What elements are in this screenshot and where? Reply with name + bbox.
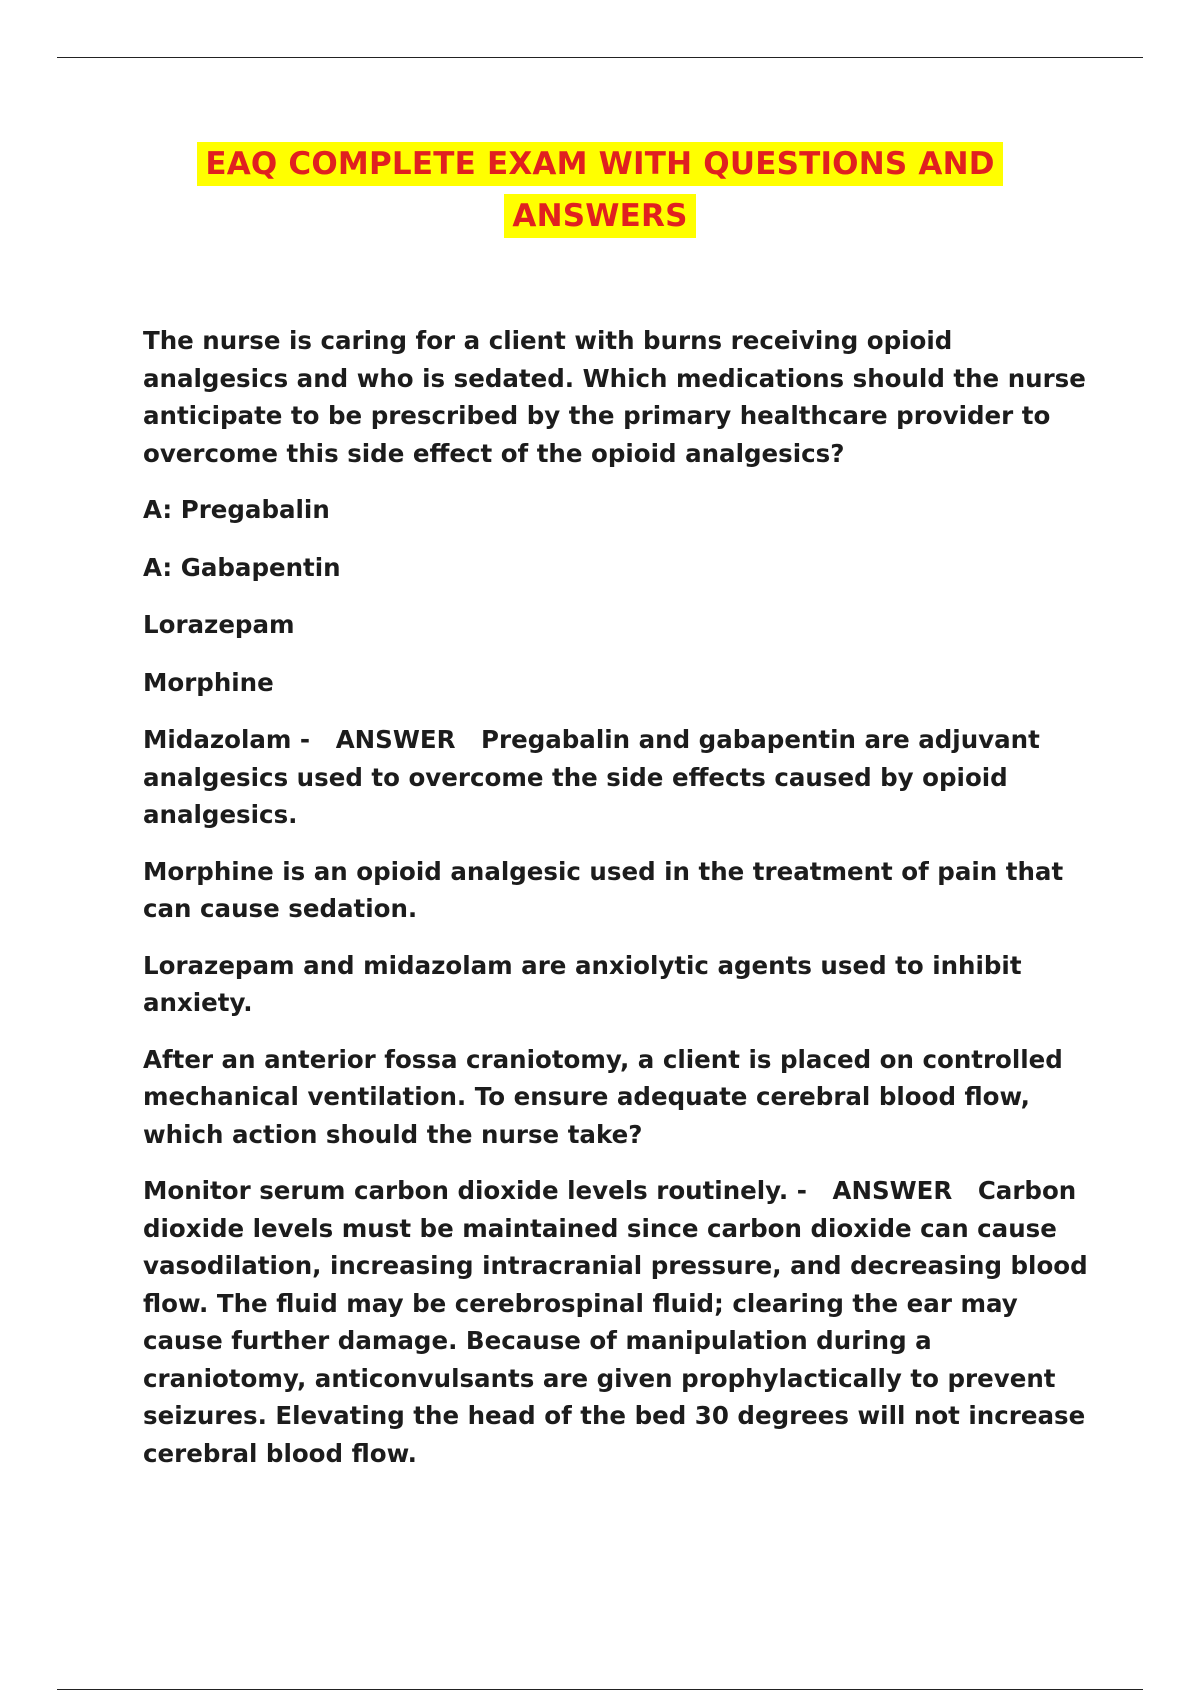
footer-rule [57, 1689, 1143, 1690]
title-line-2: ANSWERS [504, 194, 695, 238]
question-1-option-5: Midazolam - [143, 725, 311, 754]
question-2-stem: After an anterior fossa craniotomy, a client is placed on controlled mechanical ventilation. To ensure adequate cerebral blood flow, which action should the nurse take? [143, 1044, 1063, 1149]
question-2-answer-block [143, 1172, 1103, 1472]
question-1-answer-block [143, 721, 1103, 834]
question-1-option-1: A: Pregabalin [143, 495, 330, 524]
question-1-stem: The nurse is caring for a client with burns receiving opioid analgesics and who is sedated. Which medications should the nurse anticipate to be prescribed by the primary healthcare provider to overcome this side effect of the opioid analgesics? [143, 326, 1086, 468]
question-1-rationale-1: Morphine is an opioid analgesic used in the treatment of pain that can cause sedation. [143, 856, 1064, 923]
title-line-1: EAQ COMPLETE EXAM WITH QUESTIONS AND [197, 142, 1002, 186]
document-body [143, 322, 1103, 1491]
question-1-option-2: A: Gabapentin [143, 552, 341, 582]
question-2-answer-text: Carbon dioxide levels must be maintained since carbon dioxide can cause vasodilation, increasing intracranial pressure, and decreasing blood flow. The fluid may be cerebrospinal fluid; clearing the ear may cause further damage. Because of manipulation during a craniotomy, anticonvulsants are given prophylactically to prevent seizures. Elevating the head of the bed 30 degrees will not increase cerebral blood flow. [143, 1176, 1088, 1468]
document-title [0, 142, 1200, 238]
question-1-option-4: Morphine [143, 667, 274, 697]
question-2-response: Monitor serum carbon dioxide levels routinely. - [143, 1176, 807, 1205]
header-rule [57, 57, 1143, 58]
question-1-answer-text: Pregabalin and gabapentin are adjuvant analgesics used to overcome the side effects caused by opioid analgesics. [143, 725, 1040, 829]
question-1-option-3: Lorazepam [143, 610, 295, 639]
question-1-rationale-2: Lorazepam and midazolam are anxiolytic agents used to inhibit anxiety. [143, 950, 1022, 1017]
question-2-answer-label: ANSWER [832, 1176, 953, 1205]
question-1-answer-label: ANSWER [335, 725, 456, 754]
